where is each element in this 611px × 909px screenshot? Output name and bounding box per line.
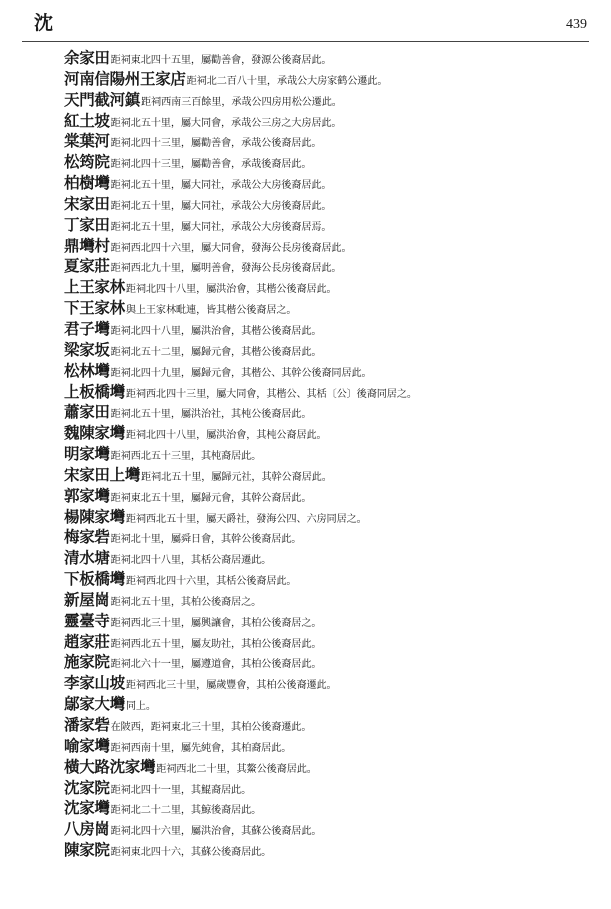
entry-item	[64, 298, 594, 319]
place-name: 鼎壪村	[64, 235, 110, 255]
place-name: 天門截河鎮	[64, 89, 141, 109]
entry-note: 距祠西北二十里，其鰲公後裔居此。	[156, 763, 317, 775]
entry-item	[64, 402, 594, 423]
place-name: 河南信陽州王家店	[64, 68, 186, 88]
place-name: 宋家田	[64, 193, 110, 213]
entry-note: 在陂西，距祠東北三十里，其柏公後裔遷此。	[110, 722, 312, 733]
entry-item	[64, 548, 594, 569]
entry-item	[64, 90, 594, 111]
entry-note: 距祠北五十里，其柏公後裔居之。	[110, 596, 262, 608]
place-name: 喻家壪	[64, 735, 110, 755]
page-number: 439	[566, 17, 587, 32]
entry-item	[64, 444, 594, 465]
page-header	[0, 0, 611, 44]
entry-note: 與上王家林毗連，皆其楷公後裔居之。	[125, 305, 297, 317]
entry-item	[64, 319, 594, 340]
entry-item	[64, 340, 594, 361]
place-name: 柏樹壪	[64, 173, 110, 193]
running-title: 沈	[34, 12, 54, 34]
entry-note: 距祠北四十三里，屬勸善會，承哉後裔居此。	[110, 159, 312, 171]
place-name: 君子壪	[64, 318, 110, 338]
entry-note: 距祠東北五十里，屬歸元會，其幹公裔居此。	[110, 492, 312, 504]
place-name: 蕭家田	[64, 402, 110, 422]
place-name: 松林壪	[64, 360, 110, 380]
entry-item	[64, 527, 594, 548]
entry-note: 距祠北十里，屬舜日會，其幹公後裔居此。	[110, 534, 302, 546]
entry-item	[64, 256, 594, 277]
entry-item	[64, 486, 594, 507]
entry-item	[64, 757, 594, 778]
place-name: 郭家壪	[64, 485, 110, 505]
place-name: 魏陳家壪	[64, 423, 125, 443]
entry-note: 距祠北五十二里，屬歸元會，其楷公後裔居此。	[110, 346, 322, 358]
entry-note: 距祠北二十二里，其鯨後裔居此。	[110, 805, 262, 817]
entry-note: 距祠北五十里，屬大同社，承哉公大房後裔居此。	[110, 180, 332, 192]
place-name: 沈家壪	[64, 798, 110, 818]
entry-item	[64, 673, 594, 694]
entry-item	[64, 173, 594, 194]
header-rule	[22, 41, 589, 42]
place-name: 棠葉河	[64, 131, 110, 151]
place-name: 鄔家大壪	[64, 694, 125, 714]
entry-note: 距祠北六十一里，屬遵道會，其柏公後裔居此。	[110, 659, 322, 671]
entry-note: 距祠北五十里，屬歸元社，其幹公裔居此。	[141, 471, 332, 483]
entry-note: 距祠北二百八十里，承哉公大房家鹤公遷此。	[186, 75, 388, 87]
place-name: 陳家院	[64, 840, 110, 860]
entry-note: 距祠北四十八里，屬洪治會，其楷公後裔居此。	[125, 284, 337, 296]
place-name: 新屋崗	[64, 589, 110, 609]
entry-note: 距祠西北四十六里，屬大同會，發海公長房後裔居此。	[110, 242, 352, 254]
entry-note: 距祠西北四十三里，屬大同會，其楷公、其栝〔公〕後裔同居之。	[125, 388, 417, 400]
entry-item	[64, 215, 594, 236]
entry-note: 距祠西北四十六里，其栝公後裔居此。	[125, 576, 297, 588]
entry-note: 距祠西北三十里，屬歲豐會，其柏公後裔遷此。	[125, 680, 337, 692]
entry-item	[64, 507, 594, 528]
entry-note: 距祠北四十九里，屬歸元會，其楷公、其幹公後裔同居此。	[110, 367, 372, 379]
place-name: 八房崗	[64, 819, 110, 839]
place-name: 梅家砦	[64, 527, 110, 547]
entry-item	[64, 715, 594, 736]
entry-note: 距祠北四十八里，屬洪治會，其杶公裔居此。	[125, 430, 327, 442]
entry-item	[64, 778, 594, 799]
place-name: 李家山坡	[64, 673, 125, 693]
place-name: 下板橋壪	[64, 569, 125, 589]
entry-note: 距祠北四十八里，其栝公裔居遷此。	[110, 555, 272, 567]
entry-item	[64, 840, 594, 861]
entry-note: 距祠東北四十五里，屬勸善會，發源公後裔居此。	[110, 55, 332, 66]
entry-item	[64, 48, 594, 69]
entry-item	[64, 819, 594, 840]
entry-item	[64, 423, 594, 444]
place-name: 上板橋壪	[64, 381, 125, 401]
place-name: 余家田	[64, 48, 110, 67]
entry-item	[64, 194, 594, 215]
entry-item	[64, 277, 594, 298]
entry-note: 距祠西南十里，屬先純會，其柏裔居此。	[110, 742, 292, 754]
place-name: 清水塘	[64, 548, 110, 568]
entry-item	[64, 69, 594, 90]
entry-item	[64, 361, 594, 382]
entry-note: 距祠西北三十里，屬興讓會，其柏公後裔居之。	[110, 617, 322, 629]
entry-item	[64, 798, 594, 819]
entry-note: 距祠西北五十里，屬友助社，其柏公後裔居此。	[110, 638, 322, 650]
entry-note: 距祠北四十三里，屬勸善會，承哉公後裔居此。	[110, 138, 322, 150]
place-name: 明家壪	[64, 444, 110, 464]
entry-note: 距祠北五十里，屬大同社，承哉公大房後裔居此。	[110, 200, 332, 212]
entry-list	[64, 48, 594, 861]
place-name: 上王家林	[64, 277, 125, 297]
entry-item	[64, 590, 594, 611]
entry-note: 距祠西南三百餘里，承哉公四房用松公遷此。	[141, 96, 342, 108]
entry-note: 距祠北四十六里，屬洪治會，其蘇公後裔居此。	[110, 826, 322, 838]
entry-note: 距祠北五十里，屬洪治社，其杶公後裔居此。	[110, 409, 312, 421]
place-name: 潘家砦	[64, 715, 110, 734]
place-name: 丁家田	[64, 214, 110, 234]
place-name: 橫大路沈家壪	[64, 756, 156, 776]
entry-item	[64, 236, 594, 257]
entry-item	[64, 736, 594, 757]
entry-note: 同上。	[125, 701, 156, 713]
place-name: 宋家田上壪	[64, 464, 141, 484]
entry-item	[64, 569, 594, 590]
entry-item	[64, 652, 594, 673]
entry-item	[64, 611, 594, 632]
entry-note: 距祠西北五十里，屬天爵社，發海公四、六房同居之。	[125, 513, 367, 525]
entry-item	[64, 152, 594, 173]
entry-item	[64, 382, 594, 403]
entry-note: 距祠西北九十里，屬明善會，發海公長房後裔居此。	[110, 263, 342, 275]
entry-item	[64, 694, 594, 715]
place-name: 紅土坡	[64, 110, 110, 130]
place-name: 松筠院	[64, 152, 110, 172]
place-name: 施家院	[64, 652, 110, 672]
place-name: 梁家坂	[64, 339, 110, 359]
entry-item	[64, 465, 594, 486]
entry-note: 距祠東北四十六，其蘇公後裔居此。	[110, 847, 272, 859]
place-name: 下王家林	[64, 298, 125, 318]
entry-note: 距祠北四十八里，屬洪治會，其楷公後裔居此。	[110, 325, 322, 337]
place-name: 靈臺寺	[64, 610, 110, 630]
entry-note: 距祠北五十里，屬大同會，承哉公三房之大房居此。	[110, 117, 342, 129]
entry-item	[64, 111, 594, 132]
entry-item	[64, 632, 594, 653]
place-name: 沈家院	[64, 777, 110, 797]
entry-note: 距祠西北五十三里，其杶裔居此。	[110, 451, 262, 463]
entry-note: 距祠北四十一里，其鯤裔居此。	[110, 784, 252, 796]
entry-note: 距祠北五十里，屬大同社，承哉公大房後裔居焉。	[110, 221, 332, 233]
place-name: 夏家莊	[64, 256, 110, 276]
entry-item	[64, 131, 594, 152]
place-name: 楊陳家壪	[64, 506, 125, 526]
place-name: 趙家莊	[64, 631, 110, 651]
